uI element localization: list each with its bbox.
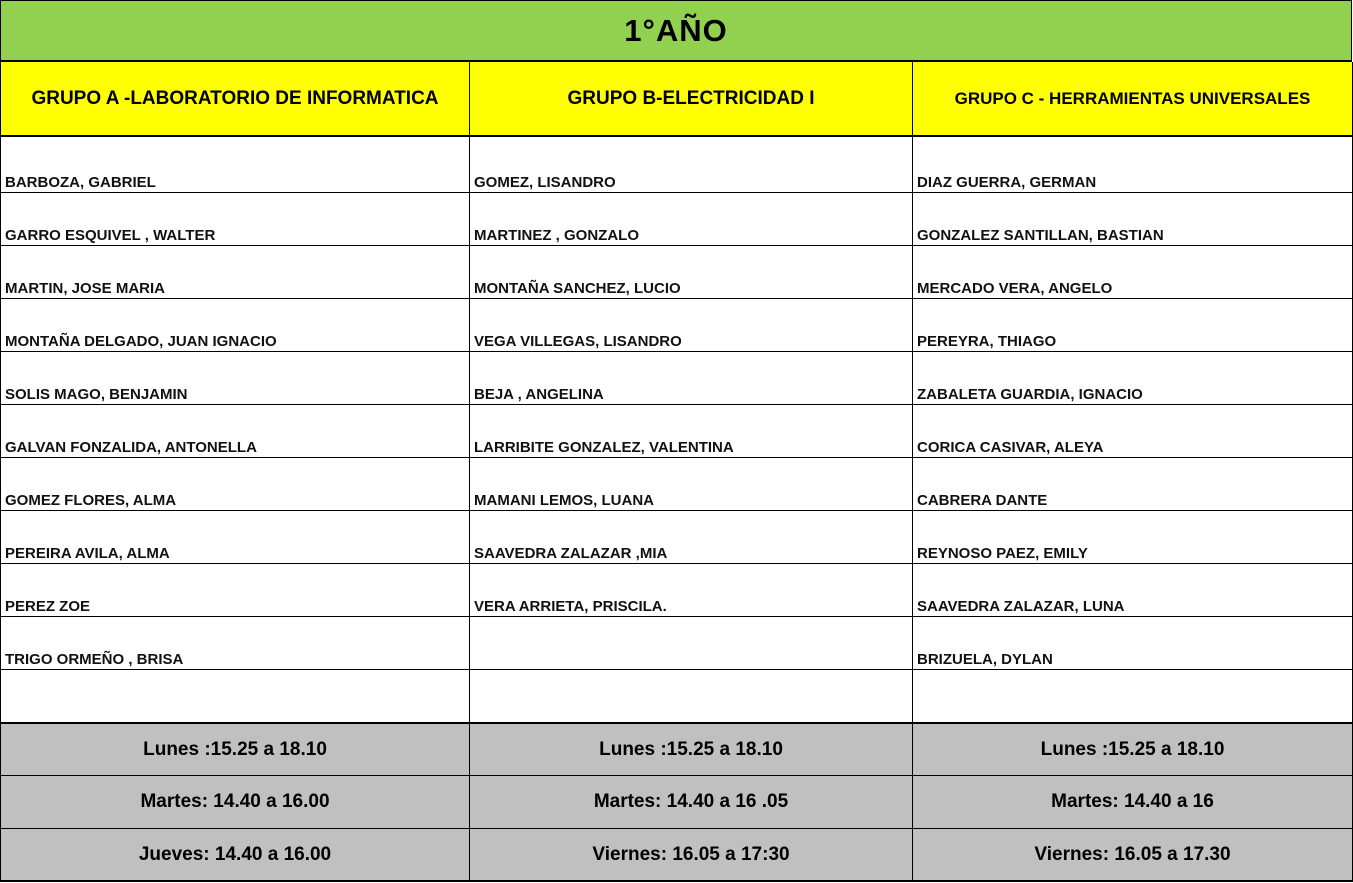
student-cell[interactable]: SOLIS MAGO, BENJAMIN [0,352,470,405]
schedule-cell[interactable]: Lunes :15.25 a 18.10 [470,723,913,776]
student-row [0,458,1353,511]
group-c-header[interactable]: GRUPO C - HERRAMIENTAS UNIVERSALES [913,62,1353,137]
spacer-row [0,137,1353,168]
student-cell[interactable]: REYNOSO PAEZ, EMILY [913,511,1353,564]
student-row [0,193,1353,246]
student-cell[interactable]: BRIZUELA, DYLAN [913,617,1353,670]
student-cell[interactable]: MARTIN, JOSE MARIA [0,246,470,299]
student-cell[interactable]: MAMANI LEMOS, LUANA [470,458,913,511]
schedule-cell[interactable]: Lunes :15.25 a 18.10 [0,723,470,776]
student-cell[interactable] [0,670,470,723]
student-cell[interactable]: MONTAÑA SANCHEZ, LUCIO [470,246,913,299]
schedule-cell[interactable]: Martes: 14.40 a 16.00 [0,776,470,829]
student-cell[interactable]: CABRERA DANTE [913,458,1353,511]
group-b-header[interactable]: GRUPO B-ELECTRICIDAD I [470,62,913,137]
student-cell[interactable]: GOMEZ, LISANDRO [470,168,913,193]
student-cell[interactable]: PEREYRA, THIAGO [913,299,1353,352]
schedule-cell[interactable]: Martes: 14.40 a 16 [913,776,1353,829]
student-cell[interactable]: GALVAN FONZALIDA, ANTONELLA [0,405,470,458]
schedule-cell[interactable]: Viernes: 16.05 a 17.30 [913,829,1353,882]
student-cell[interactable]: MONTAÑA DELGADO, JUAN IGNACIO [0,299,470,352]
schedule-row [0,723,1353,776]
student-row [0,246,1353,299]
student-row [0,299,1353,352]
group-header-row [0,62,1353,137]
student-cell[interactable] [470,670,913,723]
schedule-row [0,829,1353,882]
student-cell[interactable]: TRIGO ORMEÑO , BRISA [0,617,470,670]
student-row [0,405,1353,458]
schedule-cell[interactable]: Viernes: 16.05 a 17:30 [470,829,913,882]
student-row [0,511,1353,564]
student-cell[interactable] [470,617,913,670]
student-cell[interactable]: GOMEZ FLORES, ALMA [0,458,470,511]
student-cell[interactable]: BEJA , ANGELINA [470,352,913,405]
student-cell[interactable]: DIAZ GUERRA, GERMAN [913,168,1353,193]
student-row [0,617,1353,670]
schedule-cell[interactable]: Martes: 14.40 a 16 .05 [470,776,913,829]
student-cell[interactable]: PEREZ ZOE [0,564,470,617]
student-cell[interactable]: GARRO ESQUIVEL , WALTER [0,193,470,246]
student-row [0,670,1353,723]
groups-table [0,62,1353,882]
student-cell[interactable]: VEGA VILLEGAS, LISANDRO [470,299,913,352]
schedule-row [0,776,1353,829]
spacer-cell[interactable] [470,137,913,168]
page-title[interactable]: 1°AÑO [0,0,1352,62]
student-cell[interactable]: VERA ARRIETA, PRISCILA. [470,564,913,617]
student-cell[interactable]: ZABALETA GUARDIA, IGNACIO [913,352,1353,405]
student-cell[interactable]: GONZALEZ SANTILLAN, BASTIAN [913,193,1353,246]
group-a-header[interactable]: GRUPO A -LABORATORIO DE INFORMATICA [0,62,470,137]
student-cell[interactable]: CORICA CASIVAR, ALEYA [913,405,1353,458]
student-cell[interactable]: MARTINEZ , GONZALO [470,193,913,246]
student-row [0,352,1353,405]
spacer-cell[interactable] [913,137,1353,168]
student-cell[interactable]: PEREIRA AVILA, ALMA [0,511,470,564]
spacer-cell[interactable] [0,137,470,168]
schedule-cell[interactable]: Lunes :15.25 a 18.10 [913,723,1353,776]
student-cell[interactable]: LARRIBITE GONZALEZ, VALENTINA [470,405,913,458]
student-cell[interactable] [913,670,1353,723]
schedule-cell[interactable]: Jueves: 14.40 a 16.00 [0,829,470,882]
student-cell[interactable]: MERCADO VERA, ANGELO [913,246,1353,299]
student-cell[interactable]: SAAVEDRA ZALAZAR, LUNA [913,564,1353,617]
student-row [0,168,1353,193]
student-cell[interactable]: SAAVEDRA ZALAZAR ,MIA [470,511,913,564]
student-cell[interactable]: BARBOZA, GABRIEL [0,168,470,193]
student-row [0,564,1353,617]
